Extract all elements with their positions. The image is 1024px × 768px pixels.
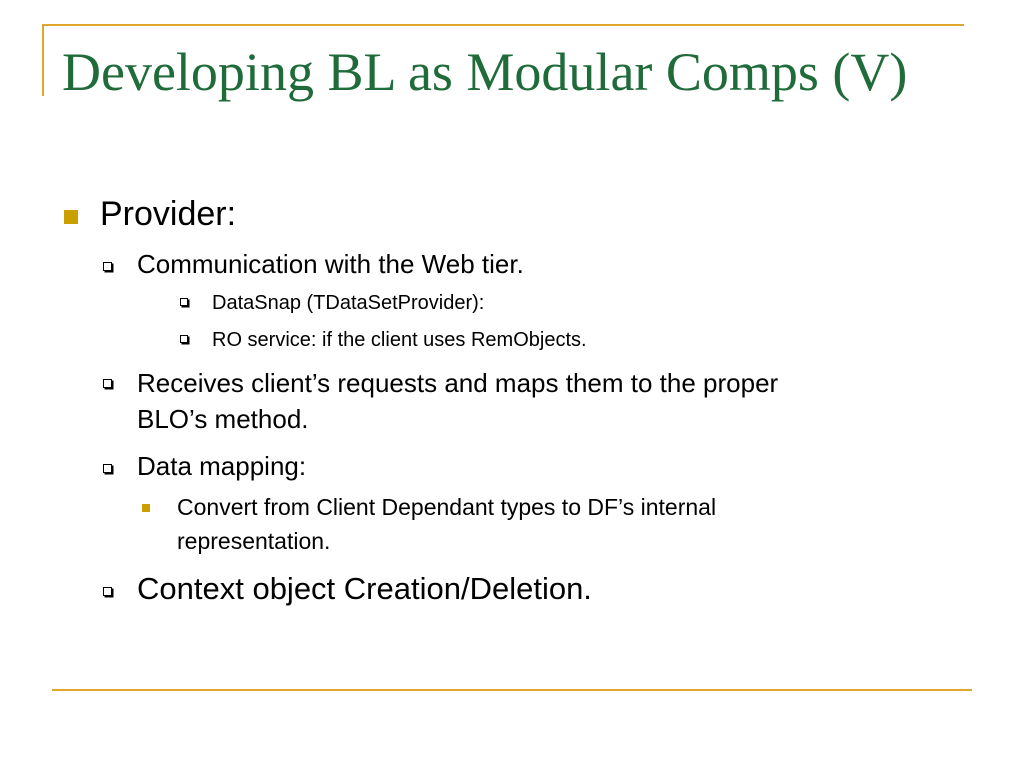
bullet-datasnap: DataSnap (TDataSetProvider):	[212, 292, 485, 314]
hollow-square-bullet-icon	[103, 379, 112, 388]
hollow-square-bullet-icon	[103, 587, 112, 596]
hollow-square-bullet-icon	[180, 335, 188, 343]
bullet-receives-line2: BLO’s method.	[137, 404, 309, 434]
hollow-square-bullet-icon	[180, 298, 188, 306]
bullet-communication: Communication with the Web tier.	[137, 249, 524, 279]
bullet-provider: Provider:	[100, 195, 237, 233]
bullet-receives-line1: Receives client’s requests and maps them to the proper	[137, 368, 779, 398]
top-accent-rule	[42, 24, 964, 26]
bullet-convert-line2: representation.	[177, 528, 331, 554]
bullet-data-mapping: Data mapping:	[137, 451, 307, 481]
left-accent-rule	[42, 24, 44, 96]
slide-title: Developing BL as Modular Comps (V)	[62, 42, 908, 102]
hollow-square-bullet-icon	[103, 464, 112, 473]
bottom-accent-rule	[52, 689, 972, 691]
hollow-square-bullet-icon	[103, 262, 112, 271]
bullet-convert-line1: Convert from Client Dependant types to DF’s internal	[177, 494, 717, 520]
filled-square-bullet-icon	[64, 210, 78, 224]
bullet-ro-service: RO service: if the client uses RemObjects.	[212, 329, 587, 351]
bullet-context: Context object Creation/Deletion.	[137, 571, 592, 606]
filled-square-bullet-icon	[142, 504, 150, 512]
